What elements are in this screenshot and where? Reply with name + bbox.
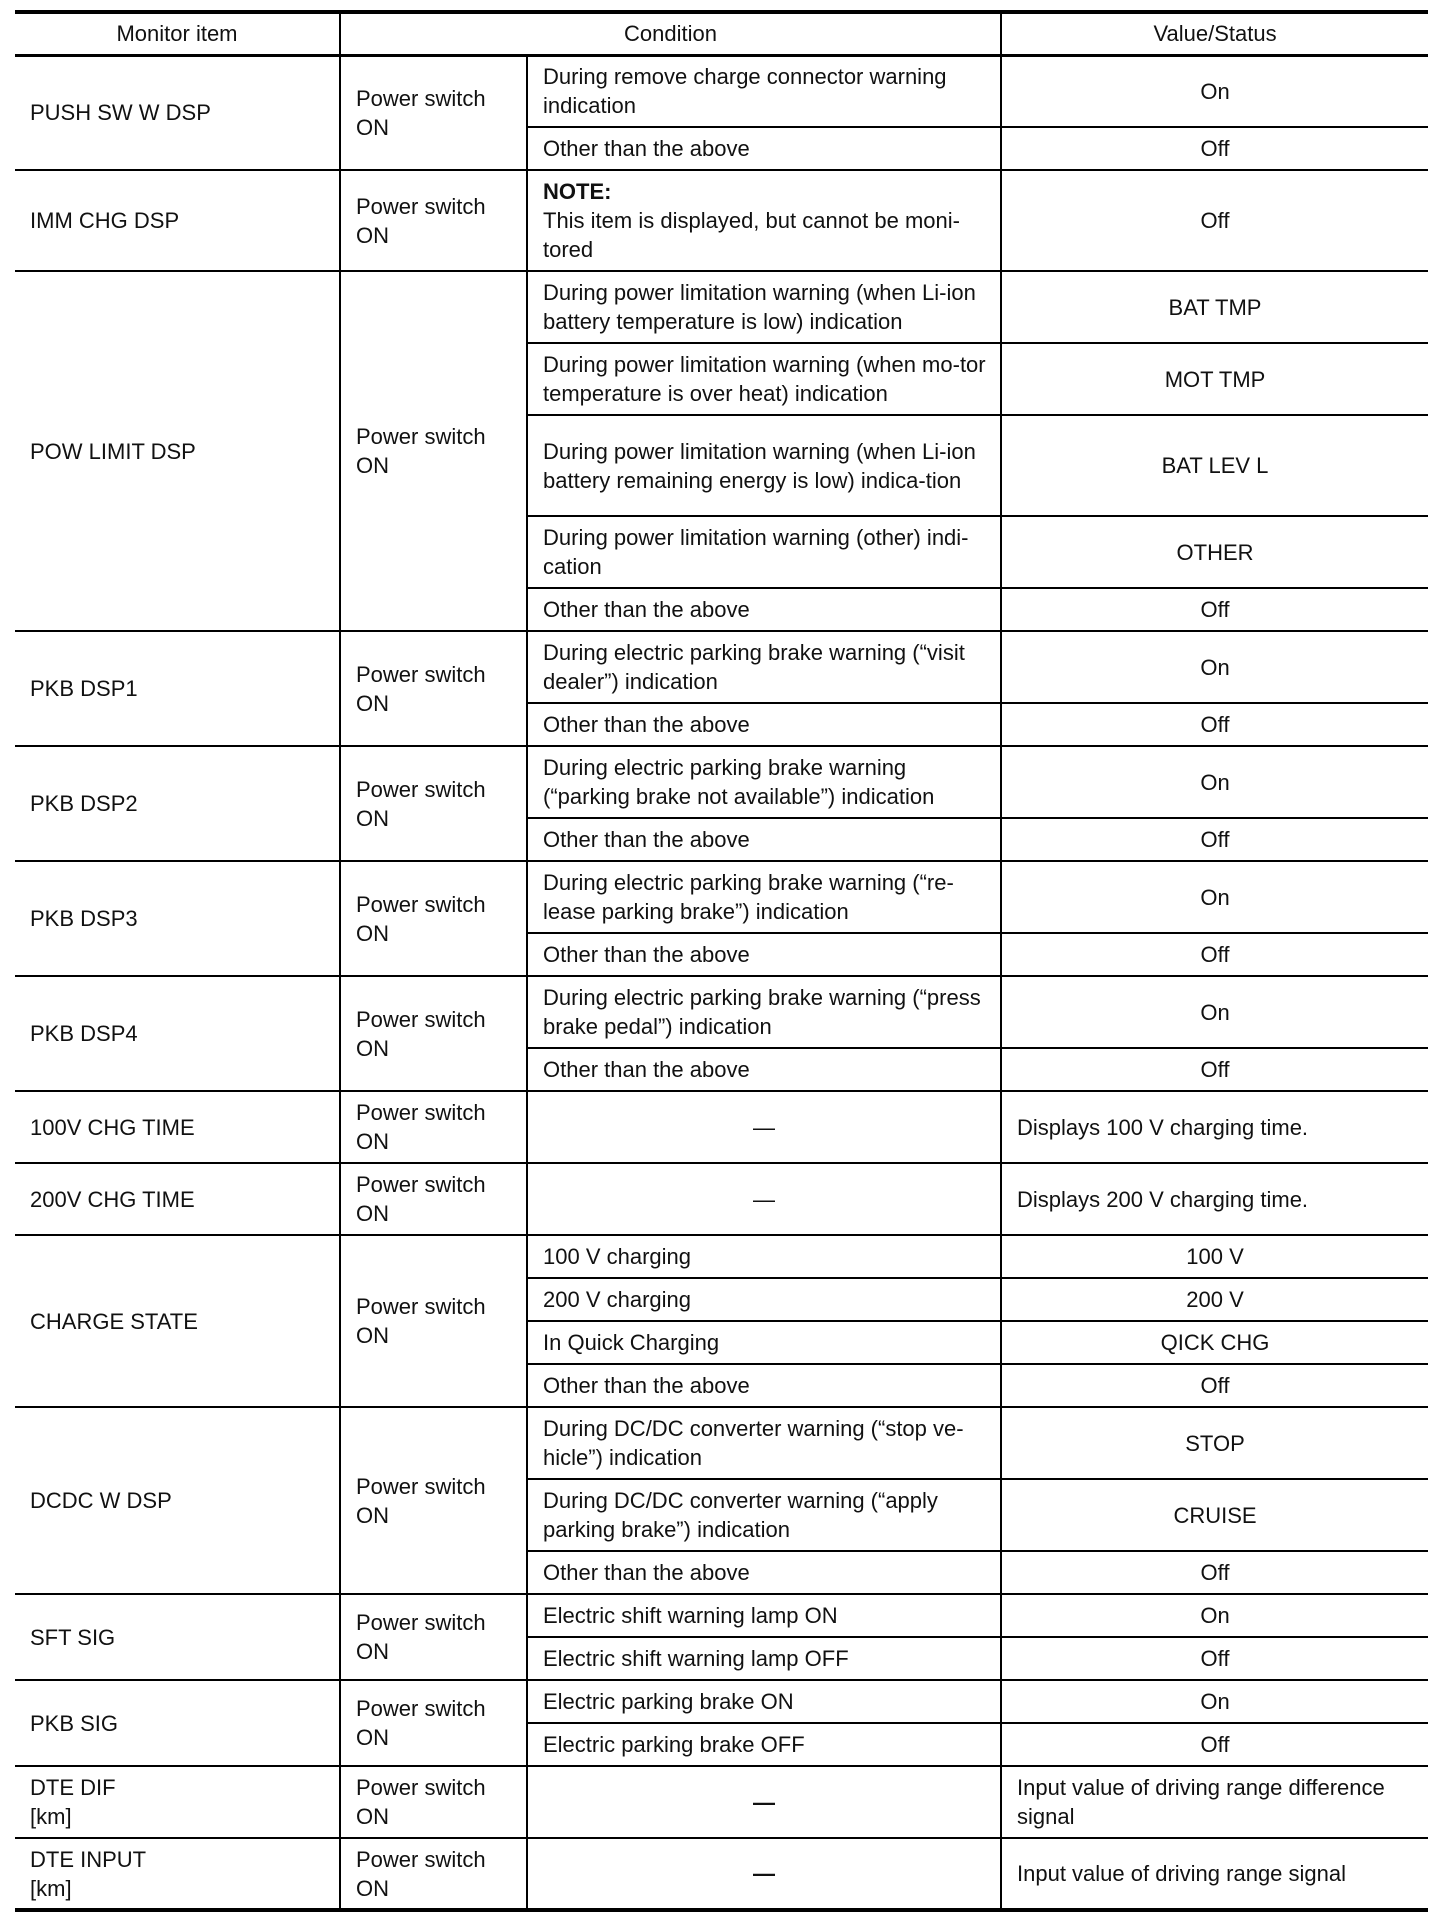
value-cell: Input value of driving range difference signal — [1001, 1766, 1428, 1838]
condition-cell: During remove charge connector warning indication — [527, 55, 1001, 127]
dash-cell: — — [527, 1091, 1001, 1163]
value-cell: Off — [1001, 588, 1428, 631]
monitor-item — [15, 1838, 340, 1910]
monitor-item: DCDC W DSP — [15, 1407, 340, 1594]
table-row — [15, 1407, 1428, 1479]
monitor-item: IMM CHG DSP — [15, 170, 340, 271]
condition-cell: Other than the above — [527, 703, 1001, 746]
table-row — [15, 55, 1428, 127]
monitor-item: PKB SIG — [15, 1680, 340, 1766]
value-cell: BAT TMP — [1001, 271, 1428, 343]
value-cell: Off — [1001, 1048, 1428, 1091]
monitor-item: PKB DSP3 — [15, 861, 340, 976]
value-cell: MOT TMP — [1001, 343, 1428, 415]
table-row — [15, 271, 1428, 343]
dash-cell: — — [527, 1766, 1001, 1838]
condition-cell: During electric parking brake warning (“press brake pedal”) indication — [527, 976, 1001, 1048]
power-switch-condition: Power switch ON — [340, 170, 527, 271]
table-row — [15, 1680, 1428, 1723]
condition-cell: Other than the above — [527, 1551, 1001, 1594]
condition-cell: 200 V charging — [527, 1278, 1001, 1321]
power-switch-condition: Power switch ON — [340, 746, 527, 861]
monitor-item: CHARGE STATE — [15, 1235, 340, 1407]
value-cell: Off — [1001, 703, 1428, 746]
power-switch-condition: Power switch ON — [340, 1091, 527, 1163]
monitor-item: SFT SIG — [15, 1594, 340, 1680]
monitor-table-page — [15, 10, 1428, 1912]
table-row — [15, 861, 1428, 933]
value-cell: CRUISE — [1001, 1479, 1428, 1551]
power-switch-condition: Power switch ON — [340, 861, 527, 976]
monitor-item: PKB DSP2 — [15, 746, 340, 861]
monitor-item — [15, 1766, 340, 1838]
table-row — [15, 746, 1428, 818]
table-row — [15, 170, 1428, 271]
value-cell: STOP — [1001, 1407, 1428, 1479]
note-cell — [527, 170, 1001, 271]
monitor-item-name: DTE INPUT — [30, 1846, 147, 1872]
condition-cell: Other than the above — [527, 1364, 1001, 1407]
condition-cell: Electric shift warning lamp OFF — [527, 1637, 1001, 1680]
power-switch-condition: Power switch ON — [340, 1680, 527, 1766]
condition-cell: Other than the above — [527, 818, 1001, 861]
value-cell: On — [1001, 1680, 1428, 1723]
table-row — [15, 631, 1428, 703]
value-cell: Off — [1001, 933, 1428, 976]
value-cell: On — [1001, 631, 1428, 703]
table-row — [15, 1235, 1428, 1278]
power-switch-condition: Power switch ON — [340, 1163, 527, 1235]
table-row — [15, 1163, 1428, 1235]
monitor-item-name: DTE DIF — [30, 1775, 116, 1800]
note-label: NOTE: — [543, 179, 612, 204]
condition-cell: During power limitation warning (when Li-ion battery temperature is low) indication — [527, 271, 1001, 343]
condition-cell: Electric parking brake ON — [527, 1680, 1001, 1723]
condition-cell: During power limitation warning (when mo-tor temperature is over heat) indication — [527, 343, 1001, 415]
condition-cell: During DC/DC converter warning (“stop ve-hicle”) indication — [527, 1407, 1001, 1479]
table-row — [15, 1766, 1428, 1838]
value-cell: Off — [1001, 127, 1428, 170]
power-switch-condition: Power switch ON — [340, 1235, 527, 1407]
monitor-item: PUSH SW W DSP — [15, 55, 340, 170]
header-condition: Condition — [340, 12, 1001, 55]
value-cell: 200 V — [1001, 1278, 1428, 1321]
value-cell: On — [1001, 55, 1428, 127]
monitor-table — [15, 10, 1428, 1912]
value-cell: Off — [1001, 1637, 1428, 1680]
condition-cell: 100 V charging — [527, 1235, 1001, 1278]
monitor-item-unit: [km] — [30, 1804, 72, 1829]
value-cell: Input value of driving range signal — [1001, 1838, 1428, 1910]
monitor-item: POW LIMIT DSP — [15, 271, 340, 631]
monitor-item-unit: [km] — [30, 1875, 72, 1901]
value-cell: QICK CHG — [1001, 1321, 1428, 1364]
value-cell: Off — [1001, 818, 1428, 861]
condition-cell: During power limitation warning (other) indi-cation — [527, 516, 1001, 588]
table-row — [15, 1838, 1428, 1910]
condition-cell: Electric shift warning lamp ON — [527, 1594, 1001, 1637]
header-monitor-item: Monitor item — [15, 12, 340, 55]
table-row — [15, 976, 1428, 1048]
value-cell: BAT LEV L — [1001, 415, 1428, 516]
table-row — [15, 1091, 1428, 1163]
power-switch-condition: Power switch ON — [340, 1407, 527, 1594]
condition-cell: During DC/DC converter warning (“apply parking brake”) indication — [527, 1479, 1001, 1551]
value-cell: Displays 100 V charging time. — [1001, 1091, 1428, 1163]
condition-cell: Other than the above — [527, 933, 1001, 976]
dash-cell: — — [527, 1163, 1001, 1235]
dash-cell: — — [527, 1838, 1001, 1910]
condition-cell: During electric parking brake warning (“visit dealer”) indication — [527, 631, 1001, 703]
power-switch-condition: Power switch ON — [340, 1766, 527, 1838]
condition-cell: During electric parking brake warning (“parking brake not available”) indication — [527, 746, 1001, 818]
value-cell: OTHER — [1001, 516, 1428, 588]
monitor-item: 200V CHG TIME — [15, 1163, 340, 1235]
value-cell: Off — [1001, 1551, 1428, 1594]
value-cell: Off — [1001, 1723, 1428, 1766]
value-cell: On — [1001, 1594, 1428, 1637]
value-cell: Off — [1001, 1364, 1428, 1407]
condition-cell: Other than the above — [527, 588, 1001, 631]
table-row — [15, 1594, 1428, 1637]
value-cell: 100 V — [1001, 1235, 1428, 1278]
condition-cell: Other than the above — [527, 127, 1001, 170]
power-switch-condition: Power switch ON — [340, 1838, 527, 1910]
condition-cell: During power limitation warning (when Li-ion battery remaining energy is low) indica-tion — [527, 415, 1001, 516]
value-cell: Displays 200 V charging time. — [1001, 1163, 1428, 1235]
value-cell: On — [1001, 976, 1428, 1048]
power-switch-condition: Power switch ON — [340, 631, 527, 746]
condition-cell: Electric parking brake OFF — [527, 1723, 1001, 1766]
table-header-row — [15, 12, 1428, 55]
condition-cell: Other than the above — [527, 1048, 1001, 1091]
power-switch-condition: Power switch ON — [340, 976, 527, 1091]
power-switch-condition: Power switch ON — [340, 1594, 527, 1680]
power-switch-condition: Power switch ON — [340, 55, 527, 170]
condition-cell: In Quick Charging — [527, 1321, 1001, 1364]
monitor-item: PKB DSP1 — [15, 631, 340, 746]
monitor-item: PKB DSP4 — [15, 976, 340, 1091]
value-cell: On — [1001, 746, 1428, 818]
condition-cell: During electric parking brake warning (“re-lease parking brake”) indication — [527, 861, 1001, 933]
note-text: This item is displayed, but cannot be moni-tored — [543, 208, 960, 262]
header-value-status: Value/Status — [1001, 12, 1428, 55]
power-switch-condition: Power switch ON — [340, 271, 527, 631]
monitor-item: 100V CHG TIME — [15, 1091, 340, 1163]
value-cell: Off — [1001, 170, 1428, 271]
value-cell: On — [1001, 861, 1428, 933]
